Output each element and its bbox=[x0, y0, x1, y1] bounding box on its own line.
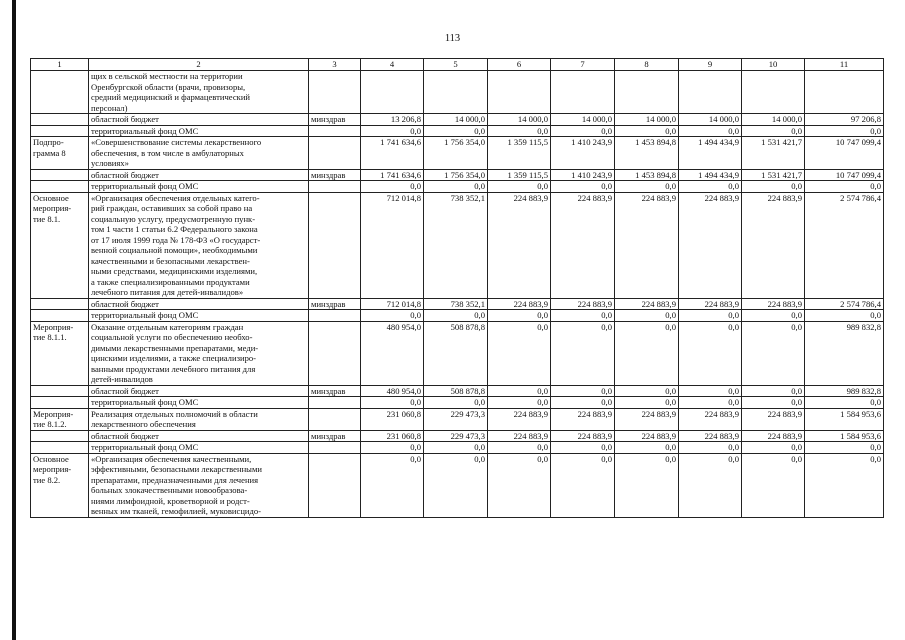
table-header-row bbox=[31, 59, 884, 71]
year-2025-cell: 0,0 bbox=[742, 397, 805, 409]
description-cell: Реализация отдельных полномочий в области лекарственного обеспечения bbox=[89, 408, 309, 430]
year-2020-cell: 14 000,0 bbox=[424, 114, 488, 126]
table-row bbox=[31, 114, 884, 126]
executor-cell bbox=[309, 181, 361, 193]
table-row bbox=[31, 310, 884, 322]
year-2025-cell bbox=[742, 71, 805, 114]
year-2024-cell: 0,0 bbox=[679, 385, 742, 397]
left-border-bar bbox=[12, 0, 16, 640]
description-cell: Оказание отдельным категориям граждан социальной услуги по обеспечению необхо- димыми лекарственными препаратами, меди- цинскими изделиями, а также специализиро- ванными продуктами лечебного питания для детей-инвалидов bbox=[89, 321, 309, 385]
year-2022-cell: 0,0 bbox=[551, 125, 615, 137]
description-cell: областной бюджет bbox=[89, 114, 309, 126]
column-number: 9 bbox=[679, 59, 742, 71]
year-2020-cell: 229 473,3 bbox=[424, 408, 488, 430]
year-2023-cell: 1 453 894,8 bbox=[615, 169, 679, 181]
year-2024-cell: 0,0 bbox=[679, 442, 742, 454]
year-2020-cell: 738 352,1 bbox=[424, 192, 488, 298]
column-number: 8 bbox=[615, 59, 679, 71]
year-2020-cell: 0,0 bbox=[424, 397, 488, 409]
description-cell: областной бюджет bbox=[89, 169, 309, 181]
year-2022-cell: 1 410 243,9 bbox=[551, 137, 615, 170]
year-2020-cell: 0,0 bbox=[424, 310, 488, 322]
year-2024-cell: 14 000,0 bbox=[679, 114, 742, 126]
year-2023-cell: 14 000,0 bbox=[615, 114, 679, 126]
column-number: 10 bbox=[742, 59, 805, 71]
table-row bbox=[31, 298, 884, 310]
year-2019-cell: 0,0 bbox=[361, 310, 424, 322]
year-2019-cell: 0,0 bbox=[361, 125, 424, 137]
total-cell: 0,0 bbox=[805, 310, 884, 322]
year-2025-cell: 224 883,9 bbox=[742, 192, 805, 298]
year-2025-cell: 1 531 421,7 bbox=[742, 169, 805, 181]
executor-cell: минздрав bbox=[309, 169, 361, 181]
year-2025-cell: 0,0 bbox=[742, 310, 805, 322]
program-code-cell bbox=[31, 298, 89, 310]
year-2025-cell: 224 883,9 bbox=[742, 430, 805, 442]
executor-cell bbox=[309, 192, 361, 298]
table-row bbox=[31, 169, 884, 181]
executor-cell bbox=[309, 125, 361, 137]
program-code-cell bbox=[31, 430, 89, 442]
year-2019-cell: 712 014,8 bbox=[361, 298, 424, 310]
table-body bbox=[31, 59, 884, 518]
year-2025-cell: 0,0 bbox=[742, 321, 805, 385]
table-row bbox=[31, 430, 884, 442]
year-2024-cell: 224 883,9 bbox=[679, 408, 742, 430]
year-2022-cell: 0,0 bbox=[551, 442, 615, 454]
description-cell: территориальный фонд ОМС bbox=[89, 310, 309, 322]
table-row bbox=[31, 181, 884, 193]
year-2023-cell: 0,0 bbox=[615, 397, 679, 409]
table-row bbox=[31, 385, 884, 397]
year-2021-cell: 0,0 bbox=[488, 181, 551, 193]
program-code-cell bbox=[31, 385, 89, 397]
year-2021-cell: 14 000,0 bbox=[488, 114, 551, 126]
year-2023-cell: 1 453 894,8 bbox=[615, 137, 679, 170]
year-2022-cell: 224 883,9 bbox=[551, 430, 615, 442]
description-cell: «Совершенствование системы лекарственного обеспечения, в том числе в амбулаторных условиях» bbox=[89, 137, 309, 170]
year-2019-cell: 1 741 634,6 bbox=[361, 169, 424, 181]
executor-cell bbox=[309, 408, 361, 430]
year-2022-cell: 0,0 bbox=[551, 453, 615, 517]
year-2025-cell: 0,0 bbox=[742, 181, 805, 193]
year-2020-cell: 1 756 354,0 bbox=[424, 169, 488, 181]
description-cell: территориальный фонд ОМС bbox=[89, 125, 309, 137]
column-number: 3 bbox=[309, 59, 361, 71]
description-cell: территориальный фонд ОМС bbox=[89, 397, 309, 409]
description-cell: областной бюджет bbox=[89, 298, 309, 310]
year-2020-cell: 0,0 bbox=[424, 125, 488, 137]
year-2021-cell: 224 883,9 bbox=[488, 192, 551, 298]
year-2019-cell: 0,0 bbox=[361, 453, 424, 517]
total-cell: 2 574 786,4 bbox=[805, 298, 884, 310]
year-2022-cell: 0,0 bbox=[551, 310, 615, 322]
year-2023-cell: 0,0 bbox=[615, 181, 679, 193]
year-2019-cell: 13 206,8 bbox=[361, 114, 424, 126]
table-row bbox=[31, 397, 884, 409]
table-row bbox=[31, 453, 884, 517]
year-2019-cell: 231 060,8 bbox=[361, 408, 424, 430]
column-number: 1 bbox=[31, 59, 89, 71]
description-cell: областной бюджет bbox=[89, 385, 309, 397]
year-2023-cell: 0,0 bbox=[615, 321, 679, 385]
table-row bbox=[31, 321, 884, 385]
year-2022-cell: 0,0 bbox=[551, 385, 615, 397]
total-cell: 97 206,8 bbox=[805, 114, 884, 126]
column-number: 5 bbox=[424, 59, 488, 71]
year-2022-cell: 224 883,9 bbox=[551, 298, 615, 310]
year-2023-cell: 0,0 bbox=[615, 310, 679, 322]
year-2021-cell: 0,0 bbox=[488, 453, 551, 517]
column-number: 11 bbox=[805, 59, 884, 71]
executor-cell bbox=[309, 71, 361, 114]
year-2021-cell: 0,0 bbox=[488, 125, 551, 137]
year-2021-cell: 1 359 115,5 bbox=[488, 137, 551, 170]
program-code-cell bbox=[31, 310, 89, 322]
total-cell: 0,0 bbox=[805, 125, 884, 137]
year-2020-cell: 0,0 bbox=[424, 442, 488, 454]
year-2021-cell: 0,0 bbox=[488, 442, 551, 454]
year-2022-cell: 224 883,9 bbox=[551, 408, 615, 430]
year-2021-cell: 0,0 bbox=[488, 321, 551, 385]
description-cell: территориальный фонд ОМС bbox=[89, 442, 309, 454]
year-2021-cell: 224 883,9 bbox=[488, 298, 551, 310]
total-cell: 0,0 bbox=[805, 442, 884, 454]
program-code-cell: Подпро- грамма 8 bbox=[31, 137, 89, 170]
column-number: 4 bbox=[361, 59, 424, 71]
year-2021-cell: 0,0 bbox=[488, 310, 551, 322]
year-2020-cell: 508 878,8 bbox=[424, 385, 488, 397]
total-cell bbox=[805, 71, 884, 114]
description-cell: территориальный фонд ОМС bbox=[89, 181, 309, 193]
year-2020-cell bbox=[424, 71, 488, 114]
year-2024-cell: 0,0 bbox=[679, 397, 742, 409]
total-cell: 2 574 786,4 bbox=[805, 192, 884, 298]
total-cell: 10 747 099,4 bbox=[805, 169, 884, 181]
year-2024-cell: 224 883,9 bbox=[679, 192, 742, 298]
year-2024-cell: 0,0 bbox=[679, 453, 742, 517]
year-2023-cell: 0,0 bbox=[615, 385, 679, 397]
year-2022-cell: 14 000,0 bbox=[551, 114, 615, 126]
year-2020-cell: 229 473,3 bbox=[424, 430, 488, 442]
year-2019-cell bbox=[361, 71, 424, 114]
year-2023-cell: 224 883,9 bbox=[615, 408, 679, 430]
year-2025-cell: 0,0 bbox=[742, 125, 805, 137]
year-2024-cell: 224 883,9 bbox=[679, 430, 742, 442]
executor-cell bbox=[309, 321, 361, 385]
year-2022-cell: 224 883,9 bbox=[551, 192, 615, 298]
year-2023-cell: 224 883,9 bbox=[615, 298, 679, 310]
executor-cell bbox=[309, 397, 361, 409]
program-code-cell bbox=[31, 125, 89, 137]
year-2025-cell: 0,0 bbox=[742, 385, 805, 397]
table-row bbox=[31, 192, 884, 298]
year-2025-cell: 14 000,0 bbox=[742, 114, 805, 126]
executor-cell: минздрав bbox=[309, 298, 361, 310]
table-row bbox=[31, 137, 884, 170]
program-code-cell: Основное мероприя- тие 8.2. bbox=[31, 453, 89, 517]
program-code-cell: Основное мероприя- тие 8.1. bbox=[31, 192, 89, 298]
year-2019-cell: 712 014,8 bbox=[361, 192, 424, 298]
year-2019-cell: 480 954,0 bbox=[361, 385, 424, 397]
executor-cell bbox=[309, 310, 361, 322]
total-cell: 0,0 bbox=[805, 453, 884, 517]
year-2019-cell: 480 954,0 bbox=[361, 321, 424, 385]
executor-cell bbox=[309, 137, 361, 170]
year-2021-cell: 224 883,9 bbox=[488, 408, 551, 430]
description-cell: «Организация обеспечения отдельных катего- рий граждан, оставивших за собой право на социальную услугу, предусмотренную пунк- том 1 части 1 статьи 6.2 Федерального закона от 17 июля 1999 года № 178-ФЗ «О государст- венной социальной помощи», необходимыми качественными и безопасными лекарствен- ными средствами, медицинскими изделиями, а также специализированными продуктами лечебного питания для детей-инвалидов» bbox=[89, 192, 309, 298]
year-2022-cell: 1 410 243,9 bbox=[551, 169, 615, 181]
year-2021-cell: 0,0 bbox=[488, 385, 551, 397]
year-2022-cell: 0,0 bbox=[551, 397, 615, 409]
total-cell: 1 584 953,6 bbox=[805, 408, 884, 430]
year-2019-cell: 1 741 634,6 bbox=[361, 137, 424, 170]
program-code-cell bbox=[31, 181, 89, 193]
year-2024-cell: 0,0 bbox=[679, 181, 742, 193]
year-2024-cell bbox=[679, 71, 742, 114]
year-2024-cell: 0,0 bbox=[679, 310, 742, 322]
page-number: 113 bbox=[444, 33, 461, 44]
year-2021-cell bbox=[488, 71, 551, 114]
total-cell: 1 584 953,6 bbox=[805, 430, 884, 442]
table-row bbox=[31, 71, 884, 114]
program-code-cell bbox=[31, 169, 89, 181]
year-2025-cell: 224 883,9 bbox=[742, 408, 805, 430]
year-2022-cell bbox=[551, 71, 615, 114]
year-2019-cell: 231 060,8 bbox=[361, 430, 424, 442]
executor-cell: минздрав bbox=[309, 430, 361, 442]
year-2019-cell: 0,0 bbox=[361, 442, 424, 454]
executor-cell bbox=[309, 453, 361, 517]
table-row bbox=[31, 408, 884, 430]
year-2020-cell: 508 878,8 bbox=[424, 321, 488, 385]
year-2025-cell: 1 531 421,7 bbox=[742, 137, 805, 170]
column-number: 6 bbox=[488, 59, 551, 71]
year-2020-cell: 0,0 bbox=[424, 453, 488, 517]
year-2023-cell: 224 883,9 bbox=[615, 430, 679, 442]
budget-table bbox=[30, 58, 884, 518]
year-2023-cell: 0,0 bbox=[615, 125, 679, 137]
executor-cell: минздрав bbox=[309, 385, 361, 397]
year-2023-cell: 0,0 bbox=[615, 442, 679, 454]
year-2022-cell: 0,0 bbox=[551, 321, 615, 385]
year-2024-cell: 0,0 bbox=[679, 125, 742, 137]
year-2023-cell bbox=[615, 71, 679, 114]
total-cell: 989 832,8 bbox=[805, 385, 884, 397]
column-number: 7 bbox=[551, 59, 615, 71]
total-cell: 989 832,8 bbox=[805, 321, 884, 385]
total-cell: 10 747 099,4 bbox=[805, 137, 884, 170]
total-cell: 0,0 bbox=[805, 397, 884, 409]
executor-cell bbox=[309, 442, 361, 454]
program-code-cell bbox=[31, 114, 89, 126]
column-number: 2 bbox=[89, 59, 309, 71]
program-code-cell bbox=[31, 71, 89, 114]
program-code-cell bbox=[31, 442, 89, 454]
year-2024-cell: 1 494 434,9 bbox=[679, 137, 742, 170]
table-row bbox=[31, 125, 884, 137]
description-cell: областной бюджет bbox=[89, 430, 309, 442]
year-2020-cell: 1 756 354,0 bbox=[424, 137, 488, 170]
program-code-cell: Мероприя- тие 8.1.2. bbox=[31, 408, 89, 430]
description-cell: щих в сельской местности на территории Оренбургской области (врачи, провизоры, средний медицинский и фармацевтический персонал) bbox=[89, 71, 309, 114]
executor-cell: минздрав bbox=[309, 114, 361, 126]
year-2021-cell: 0,0 bbox=[488, 397, 551, 409]
total-cell: 0,0 bbox=[805, 181, 884, 193]
program-code-cell: Мероприя- тие 8.1.1. bbox=[31, 321, 89, 385]
year-2019-cell: 0,0 bbox=[361, 397, 424, 409]
year-2024-cell: 224 883,9 bbox=[679, 298, 742, 310]
year-2023-cell: 0,0 bbox=[615, 453, 679, 517]
year-2025-cell: 224 883,9 bbox=[742, 298, 805, 310]
year-2019-cell: 0,0 bbox=[361, 181, 424, 193]
year-2023-cell: 224 883,9 bbox=[615, 192, 679, 298]
year-2020-cell: 0,0 bbox=[424, 181, 488, 193]
description-cell: «Организация обеспечения качественными, эффективными, безопасными лекарственными препаратами, предназначенными для лечения больных злокачественными новообразова- ниями лимфоидной, кроветворной и родст- венных им тканей, гемофилией, муковисцидо- bbox=[89, 453, 309, 517]
year-2024-cell: 0,0 bbox=[679, 321, 742, 385]
year-2021-cell: 1 359 115,5 bbox=[488, 169, 551, 181]
year-2021-cell: 224 883,9 bbox=[488, 430, 551, 442]
year-2022-cell: 0,0 bbox=[551, 181, 615, 193]
table-row bbox=[31, 442, 884, 454]
year-2025-cell: 0,0 bbox=[742, 453, 805, 517]
year-2020-cell: 738 352,1 bbox=[424, 298, 488, 310]
year-2025-cell: 0,0 bbox=[742, 442, 805, 454]
program-code-cell bbox=[31, 397, 89, 409]
year-2024-cell: 1 494 434,9 bbox=[679, 169, 742, 181]
